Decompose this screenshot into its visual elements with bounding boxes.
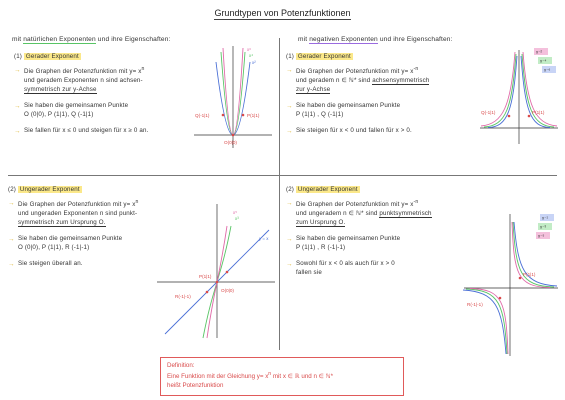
point-p [528, 115, 531, 118]
label-xm4: x⁻⁴ [540, 58, 547, 64]
definition-box [160, 357, 404, 396]
section-heading: (1) Gerader Exponent [14, 53, 79, 60]
section-negative-odd [286, 186, 481, 285]
graph-negative-even [478, 46, 560, 146]
bullet-symmetry: → Die Graphen der Potenzfunktion mit $y= x^{-n}$ und geradem n ∈ ℕ* sind achsensymmetrisch zur y-Achse [286, 66, 476, 95]
bullet-common-points: → Sie haben die gemeinsamen Punkte O (0|0), P (1|1), Q (-1|1) [14, 102, 194, 120]
label-x2: x² [252, 60, 256, 65]
bullet-symmetry: → Die Graphen der Potenzfunktion mit $y= x^n$ und ungeraden Exponenten n sind punkt- symmetrisch zum Ursprung O. [8, 199, 168, 228]
label-y-x: y = x [259, 236, 269, 241]
graph-natural-odd [155, 200, 277, 340]
label-p: P(1|1) [199, 274, 212, 279]
page-title: Grundtypen von Potenzfunktionen [214, 8, 351, 18]
point-q [508, 115, 511, 118]
label-xm1: x⁻¹ [542, 215, 548, 221]
point-r [206, 291, 209, 294]
point-p [519, 277, 522, 280]
curve-xm5-left [470, 289, 508, 355]
label-x4: x⁴ [249, 53, 254, 58]
point-q [222, 114, 225, 117]
point-p [242, 114, 245, 117]
label-xm6: x⁻⁶ [544, 67, 551, 73]
label-o: O(0|0) [224, 140, 237, 145]
label-p: P(1|1) [247, 113, 260, 118]
label-q: Q(-1|1) [195, 113, 210, 118]
label-p: P(1|1) [532, 110, 545, 115]
label-xm5: x⁻⁵ [538, 233, 545, 239]
section-heading: (1) Gerader Exponent [286, 53, 351, 60]
bullet-monotony: → Sie steigen überall an. [8, 260, 168, 269]
vertical-divider [279, 38, 280, 350]
right-heading: mit negativen Exponenten und ihre Eigenschaften: [298, 36, 453, 43]
graph-negative-odd [462, 210, 560, 358]
label-r: R(-1|-1) [467, 302, 483, 307]
curve-xm6-left [488, 56, 517, 128]
label-r: R(-1|-1) [175, 294, 191, 299]
bullet-monotony: → Sie fallen für x ≤ 0 und steigen für x ≥ 0 an. [14, 127, 194, 136]
label-p: P(1|1) [523, 272, 536, 277]
section-natural-even [14, 53, 194, 143]
section-natural-odd [8, 186, 168, 276]
bullet-symmetry: → Die Graphen der Potenzfunktion mit $y= x^{-n}$ und ungeradem n ∈ ℕ* sind punktsymmetrisch zum Ursprung O. [286, 199, 481, 228]
label-q: Q(-1|1) [481, 110, 496, 115]
section-heading: (2) Ungerader Exponent [286, 186, 358, 193]
label-o: O(0|0) [221, 288, 234, 293]
label-x3: x³ [235, 216, 239, 221]
horizontal-divider [8, 175, 557, 176]
label-x5: x⁵ [233, 210, 238, 215]
label-xm3: x⁻³ [540, 224, 546, 230]
label-xm2: x⁻² [536, 49, 542, 55]
bullet-common-points: → Sie haben die gemeinsamen Punkte O (0|0), P (1|1), R (-1|-1) [8, 235, 168, 253]
definition-label: Definition: [167, 362, 195, 369]
bullet-monotony: → Sie steigen für x < 0 und fallen für x > 0. [286, 127, 476, 136]
label-x6: x⁶ [247, 47, 252, 52]
bullet-monotony: → Sowohl für x < 0 als auch für x > 0 fallen sie [286, 260, 481, 278]
curve-xm5-right [512, 222, 550, 288]
graph-natural-even [192, 42, 274, 150]
left-heading: mit natürlichen Exponenten und ihre Eigenschaften: [12, 36, 171, 43]
point-p [226, 271, 229, 274]
section-negative-even [286, 53, 476, 143]
bullet-common-points: → Sie haben die gemeinsamen Punkte P (1|1) , R (-1|-1) [286, 235, 481, 253]
point-o [216, 281, 219, 284]
section-heading: (2) Ungerader Exponent [8, 186, 80, 193]
definition-line-1: Eine Funktion mit der Gleichung $y= x^n$ mit x ∈ ℝ und n ∈ ℕ* [167, 370, 334, 381]
definition-line-2: heißt Potenzfunktion [167, 382, 224, 390]
point-o [232, 134, 235, 137]
bullet-symmetry: → Die Graphen der Potenzfunktion mit $y= x^n$ und geradem Exponenten n sind achsen- symmetrisch zur y-Achse [14, 66, 194, 95]
bullet-common-points: → Sie haben die gemeinsamen Punkte P (1|1) , Q (-1|1) [286, 102, 476, 120]
point-r [499, 297, 502, 300]
